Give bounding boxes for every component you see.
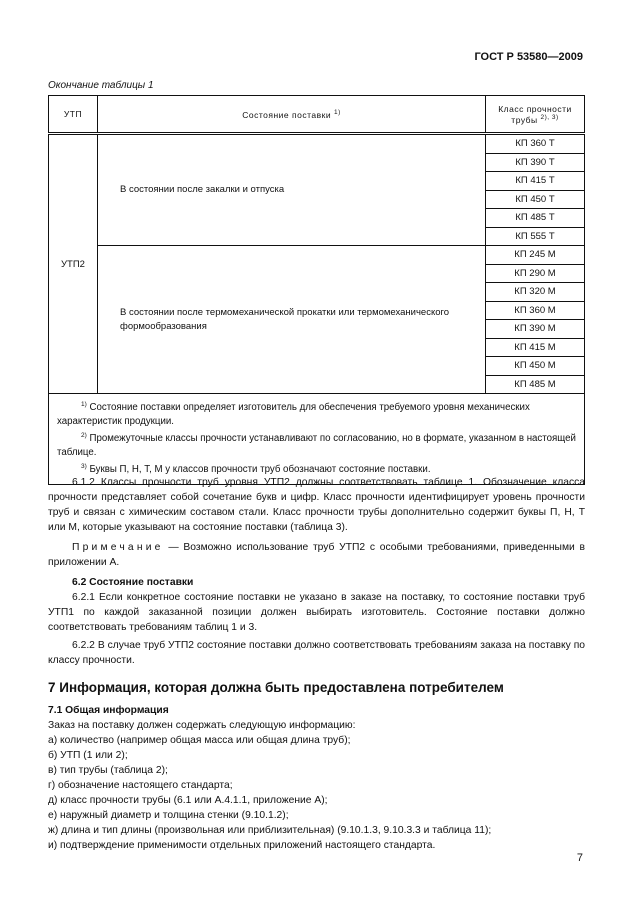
list-item: е) наружный диаметр и толщина стенки (9.10.1.2);	[48, 810, 289, 821]
strength-class-cell: КП 360 Т	[486, 134, 585, 154]
footnote: $^{2)}$ Промежуточные классы прочности устанавливают по согласованию, но в формате, указанном в настоящей таблице.	[57, 432, 576, 459]
paragraph-6-2-1: 6.2.1 Если конкретное состояние поставки не указано в заказе на поставку, то состояние поставки труб УТП1 по каждой заказанной позиции должен выбирать изготовитель. Состояние поставки должно соответствовать требованиям таблиц 1 и 3.	[48, 592, 585, 633]
list-item: д) класс прочности трубы (6.1 или А.4.1.1, приложение А);	[48, 795, 328, 806]
note: Примечание — Возможно использование труб УТП2 с особыми требованиями, приведенными в приложении А.	[48, 542, 585, 568]
list-item: а) количество (например общая масса или общая длина труб);	[48, 735, 351, 746]
strength-class-cell: КП 450 Т	[486, 190, 585, 209]
strength-class-cell: КП 390 М	[486, 320, 585, 339]
col-header-state: Состояние поставки $^{1)}$	[98, 96, 486, 134]
standard-header: ГОСТ Р 53580—2009	[474, 51, 583, 63]
list-item: б) УТП (1 или 2);	[48, 750, 128, 761]
strength-class-cell: КП 245 М	[486, 246, 585, 265]
list-item: и) подтверждение применимости отдельных приложений настоящего стандарта.	[48, 840, 436, 851]
page-number: 7	[576, 852, 583, 864]
list-item: г) обозначение настоящего стандарта;	[48, 780, 233, 791]
paragraph-6-1-2: 6.1.2 Классы прочности труб уровня УТП2 должны соответствовать таблице 1. Обозначение класса прочности представляет собой сочетание букв и цифр. Класс прочности идентифицирует уровень прочности труб и связан с химическим составом стали. Класс прочности трубы дополнительно содержит буквы П, Н, Т или М, которые указывают на состояние поставки (таблица 3).	[48, 477, 585, 533]
delivery-state-cell: В состоянии после закалки и отпуска	[98, 134, 486, 246]
strength-class-cell: КП 390 Т	[486, 153, 585, 172]
strength-class-cell: КП 485 М	[486, 375, 585, 394]
strength-class-cell: КП 415 М	[486, 338, 585, 357]
strength-class-cell: КП 290 М	[486, 264, 585, 283]
paragraph-6-2-2: 6.2.2 В случае труб УТП2 состояние поставки должно соответствовать требованиям заказа на поставку по классу прочности.	[48, 640, 585, 666]
footnote: $^{3)}$ Буквы П, Н, Т, М у классов прочности труб обозначают состояние поставки.	[81, 463, 431, 476]
strength-class-cell: КП 320 М	[486, 283, 585, 302]
list-item: в) тип трубы (таблица 2);	[48, 765, 168, 776]
table-caption: Окончание таблицы 1	[48, 80, 154, 91]
col-header-class: Класс прочности трубы $^{2), 3)}$	[486, 96, 585, 134]
utp-level-cell: УТП2	[49, 134, 98, 394]
strength-class-cell: КП 485 Т	[486, 209, 585, 228]
strength-class-cell: КП 415 Т	[486, 172, 585, 191]
strength-class-table	[48, 95, 585, 485]
table-footnotes	[49, 394, 585, 485]
strength-class-cell: КП 360 М	[486, 301, 585, 320]
body-text	[48, 475, 585, 853]
footnote: $^{1)}$ Состояние поставки определяет изготовитель для обеспечения требуемого уровня механических характеристик продукции.	[57, 401, 530, 428]
delivery-state-cell: В состоянии после термомеханической прокатки или термомеханического формообразования	[98, 246, 486, 394]
heading-6-2: 6.2 Состояние поставки	[72, 577, 194, 588]
paragraph-7-1: Заказ на поставку должен содержать следующую информацию:	[48, 720, 356, 731]
list-item: ж) длина и тип длины (произвольная или приблизительная) (9.10.1.3, 9.10.3.3 и таблица 11);	[48, 825, 492, 836]
strength-class-cell: КП 555 Т	[486, 227, 585, 246]
heading-section-7: 7 Информация, которая должна быть предоставлена потребителем	[48, 680, 504, 695]
col-header-utp: УТП	[49, 96, 98, 134]
strength-class-cell: КП 450 М	[486, 357, 585, 376]
heading-7-1: 7.1 Общая информация	[48, 705, 169, 716]
